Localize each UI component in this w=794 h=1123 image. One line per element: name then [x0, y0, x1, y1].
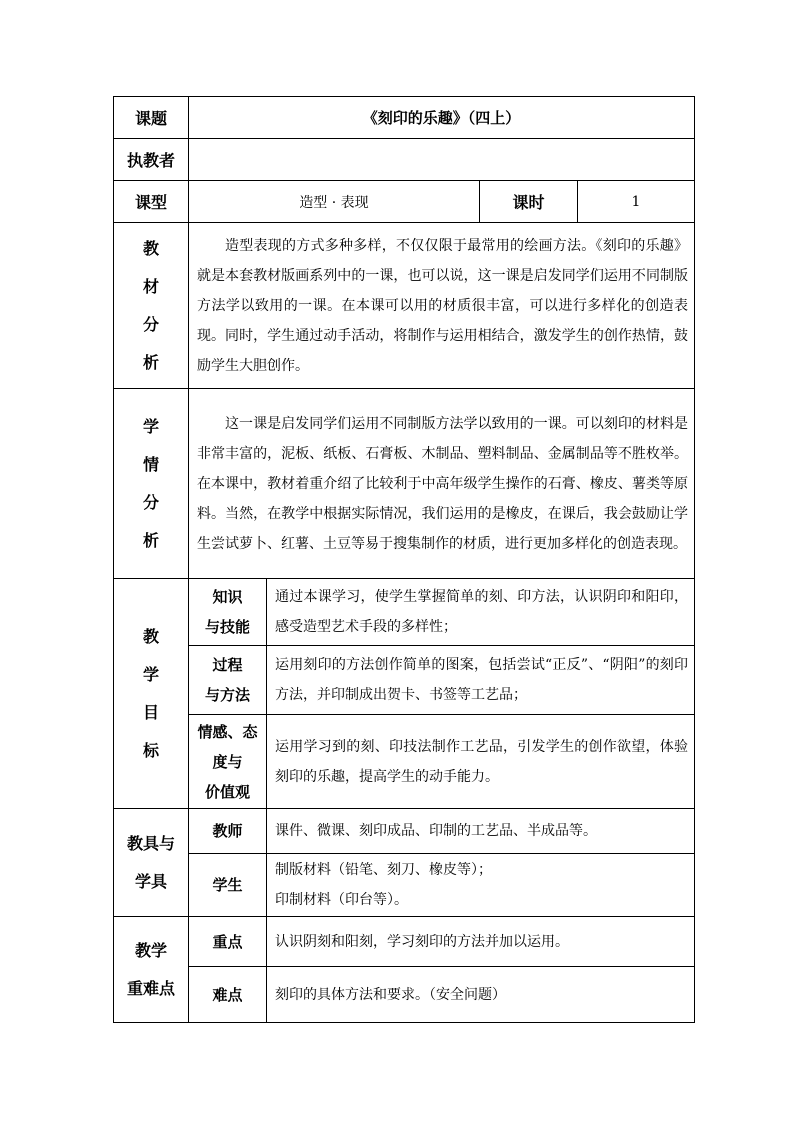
student-analysis-label-char: 学 [142, 416, 159, 436]
tools-student-line: 制版材料（铅笔、刻刀、橡皮等）； [275, 862, 492, 878]
teacher-row [114, 139, 695, 181]
teacher-label: 执教者 [114, 139, 189, 181]
objective-label-line: 情感、态 [197, 722, 258, 741]
material-analysis-row [114, 223, 695, 389]
material-analysis-label-char: 析 [142, 352, 159, 372]
type-row [114, 181, 695, 223]
objectives-label-char: 标 [142, 740, 159, 760]
objective-knowledge-text: 通过本课学习，使学生掌握简单的刻、印方法，认识阴印和阳印，感受造型艺术手段的多样性； [267, 579, 695, 646]
material-analysis-label-char: 教 [142, 238, 159, 258]
objective-emotion-text: 运用学习到的刻、印技法制作工艺品，引发学生的创作欲望，体验刻印的乐趣，提高学生的动手能力。 [267, 715, 695, 809]
tools-student-line: 印制材料（印台等）。 [275, 892, 408, 908]
objective-row-process [114, 646, 695, 715]
topic-row [114, 97, 695, 139]
objective-knowledge-label [189, 579, 267, 646]
difficult-point-row [114, 967, 695, 1023]
student-analysis-text: 这一课是启发同学们运用不同制版方法学以致用的一课。可以刻印的材料是非常丰富的，泥板、纸板、石膏板、木制品、塑料制品、金属制品等不胜枚举。在本课中，教材着重介绍了比较利于中高年级学生操作的石膏、橡皮、薯类等原料。当然，在教学中根据实际情况，我们运用的是橡皮，在课后，我会鼓励让学生尝试萝卜、红薯、土豆等易于搜集制作的材质，进行更加多样化的创造表现。 [197, 415, 689, 552]
material-analysis-label-char: 材 [142, 276, 159, 296]
material-analysis-label [114, 223, 189, 389]
objective-row-emotion [114, 715, 695, 809]
objective-label-line: 过程 [212, 656, 243, 674]
tools-student-label: 学生 [189, 854, 267, 917]
tools-label-line: 学具 [134, 871, 167, 891]
lesson-plan-table [113, 96, 695, 1023]
objective-label-line: 与方法 [204, 686, 250, 704]
objective-label-line: 度与 [212, 752, 243, 771]
student-analysis-label [114, 389, 189, 579]
topic-value: 《刻印的乐趣》（四上） [189, 97, 695, 139]
tools-label-line: 教具与 [126, 833, 175, 853]
objective-label-line: 知识 [212, 588, 243, 606]
hours-label: 课时 [480, 181, 578, 223]
material-analysis-cell [189, 223, 695, 389]
objectives-label-char: 教 [142, 626, 159, 646]
tools-teacher-row [114, 809, 695, 854]
tools-teacher-text: 课件、微课、刻印成品、印制的工艺品、半成品等。 [267, 809, 695, 854]
tools-teacher-label: 教师 [189, 809, 267, 854]
key-point-label: 重点 [189, 917, 267, 967]
hours-value: 1 [578, 181, 695, 223]
key-points-label-line: 教学 [134, 940, 167, 960]
tools-student-row [114, 854, 695, 917]
difficult-point-label: 难点 [189, 967, 267, 1023]
key-points-label [114, 917, 189, 1023]
tools-student-text [267, 854, 695, 917]
material-analysis-label-char: 分 [142, 314, 159, 334]
key-point-text: 认识阴刻和阳刻，学习刻印的方法并加以运用。 [267, 917, 695, 967]
type-label: 课型 [114, 181, 189, 223]
student-analysis-cell [189, 389, 695, 579]
key-point-row [114, 917, 695, 967]
objective-emotion-label [189, 715, 267, 809]
material-analysis-text: 造型表现的方式多种多样，不仅仅限于最常用的绘画方法。《刻印的乐趣》就是本套教材版画系列中的一课，也可以说，这一课是启发同学们运用不同制版方法学以致用的一课。在本课可以用的材质很丰富，可以进行多样化的创造表现。同时，学生通过动手活动，将制作与运用相结合，激发学生的创作热情，鼓励学生大胆创作。 [197, 237, 689, 374]
objective-label-line: 与技能 [204, 618, 250, 636]
key-points-label-line: 重难点 [126, 978, 175, 998]
difficult-point-text: 刻印的具体方法和要求。（安全问题） [267, 967, 695, 1023]
student-analysis-label-char: 分 [142, 492, 159, 512]
tools-label [114, 809, 189, 917]
objective-process-label [189, 646, 267, 715]
objective-label-line: 价值观 [204, 782, 250, 801]
objective-process-text: 运用刻印的方法创作简单的图案，包括尝试“正反”、“阴阳”的刻印方法，并印制成出贺卡、书签等工艺品； [267, 646, 695, 715]
student-analysis-label-char: 析 [142, 530, 159, 550]
objectives-label-char: 学 [142, 664, 159, 684]
objectives-label [114, 579, 189, 809]
objectives-label-char: 目 [142, 702, 159, 722]
objective-row-knowledge [114, 579, 695, 646]
student-analysis-label-char: 情 [142, 454, 159, 474]
teacher-value [189, 139, 695, 181]
student-analysis-row [114, 389, 695, 579]
topic-label: 课题 [114, 97, 189, 139]
type-value: 造型 · 表现 [189, 181, 480, 223]
